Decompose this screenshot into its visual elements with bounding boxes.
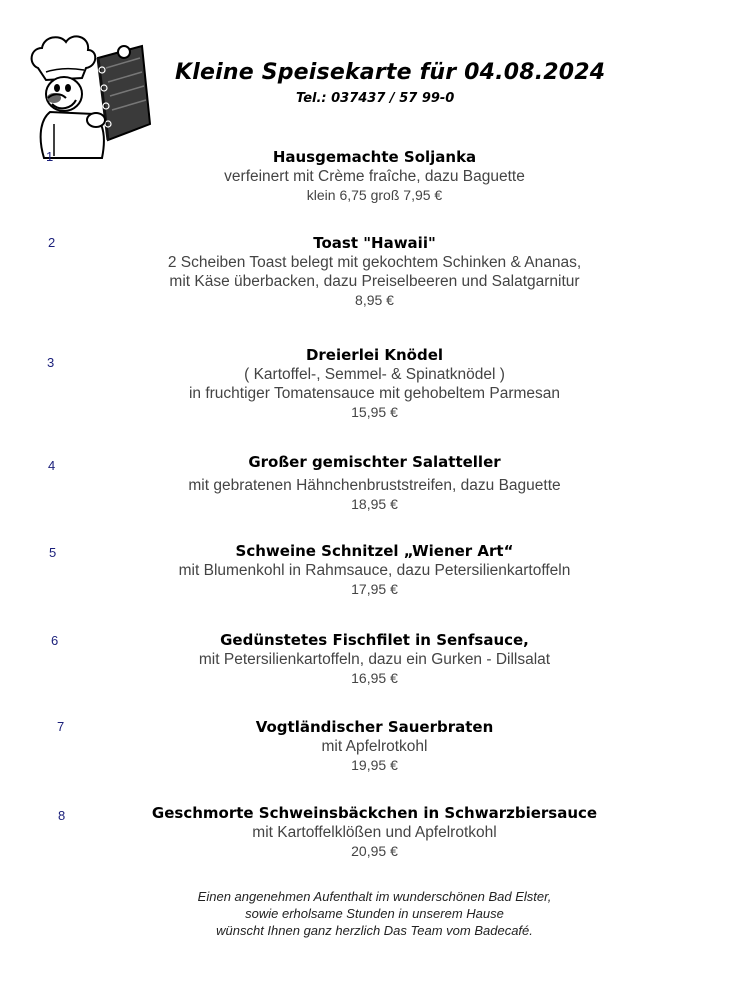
dish-price: 20,95 € [351, 843, 398, 859]
phone-number: Tel.: 037437 / 57 99-0 [296, 91, 455, 106]
menu-item [0, 630, 749, 688]
item-number: 8 [58, 808, 66, 823]
dish-description: 2 Scheiben Toast belegt mit gekochtem Schinken & Ananas, [167, 254, 582, 271]
dish-price: 18,95 € [351, 496, 398, 512]
menu-item [0, 717, 749, 775]
menu-item [0, 147, 749, 205]
dish-description: ( Kartoffel-, Semmel- & Spinatknödel ) [244, 366, 505, 383]
dish-description: mit Käse überbacken, dazu Preiselbeeren und Salatgarnitur [169, 273, 580, 290]
dish-description: in fruchtiger Tomatensauce mit gehobeltem Parmesan [188, 385, 561, 402]
menu-title: Kleine Speisekarte für 04.08.2024 [175, 60, 606, 85]
menu-item [0, 345, 749, 422]
dish-price: 15,95 € [351, 404, 398, 420]
item-number: 2 [48, 235, 56, 250]
menu-item [0, 541, 749, 599]
dish-name: Großer gemischter Salatteller [248, 453, 501, 471]
dish-description: mit Blumenkohl in Rahmsauce, dazu Petersilienkartoffeln [178, 562, 571, 579]
item-number: 6 [51, 633, 59, 648]
dish-price: 16,95 € [351, 670, 398, 686]
closing-line: sowie erholsame Stunden in unserem Hause [245, 906, 504, 921]
dish-price: klein 6,75 groß 7,95 € [306, 187, 443, 203]
item-number: 5 [49, 545, 57, 560]
dish-price: 8,95 € [355, 292, 394, 308]
menu-item [0, 803, 749, 861]
dish-price: 17,95 € [351, 581, 398, 597]
dish-name: Vogtländischer Sauerbraten [255, 718, 494, 736]
dish-description: mit Petersilienkartoffeln, dazu ein Gurken - Dillsalat [198, 651, 551, 668]
dish-name: Toast "Hawaii" [313, 234, 436, 252]
item-number: 3 [47, 355, 55, 370]
item-number: 7 [57, 719, 65, 734]
item-number: 4 [48, 458, 56, 473]
dish-description: mit Kartoffelklößen und Apfelrotkohl [252, 824, 497, 841]
dish-name: Gedünstetes Fischfilet in Senfsauce, [220, 631, 529, 649]
dish-name: Hausgemachte Soljanka [272, 148, 477, 166]
chef-holding-menu-icon [24, 28, 154, 160]
dish-name: Schweine Schnitzel „Wiener Art“ [235, 542, 514, 560]
dish-name: Dreierlei Knödel [305, 346, 444, 364]
dish-description: mit gebratenen Hähnchenbruststreifen, dazu Baguette [188, 477, 561, 494]
menu-item [0, 452, 749, 514]
closing-note [0, 888, 749, 939]
menu-item [0, 233, 749, 310]
closing-line: Einen angenehmen Aufenthalt im wunderschönen Bad Elster, [197, 889, 552, 904]
dish-description: verfeinert mit Crème fraîche, dazu Baguette [224, 168, 525, 185]
closing-line: wünscht Ihnen ganz herzlich Das Team vom Badecafé. [216, 923, 533, 938]
dish-description: mit Apfelrotkohl [321, 738, 428, 755]
dish-price: 19,95 € [351, 757, 398, 773]
dish-name: Geschmorte Schweinsbäckchen in Schwarzbiersauce [151, 804, 598, 822]
item-number: 1 [46, 149, 54, 164]
